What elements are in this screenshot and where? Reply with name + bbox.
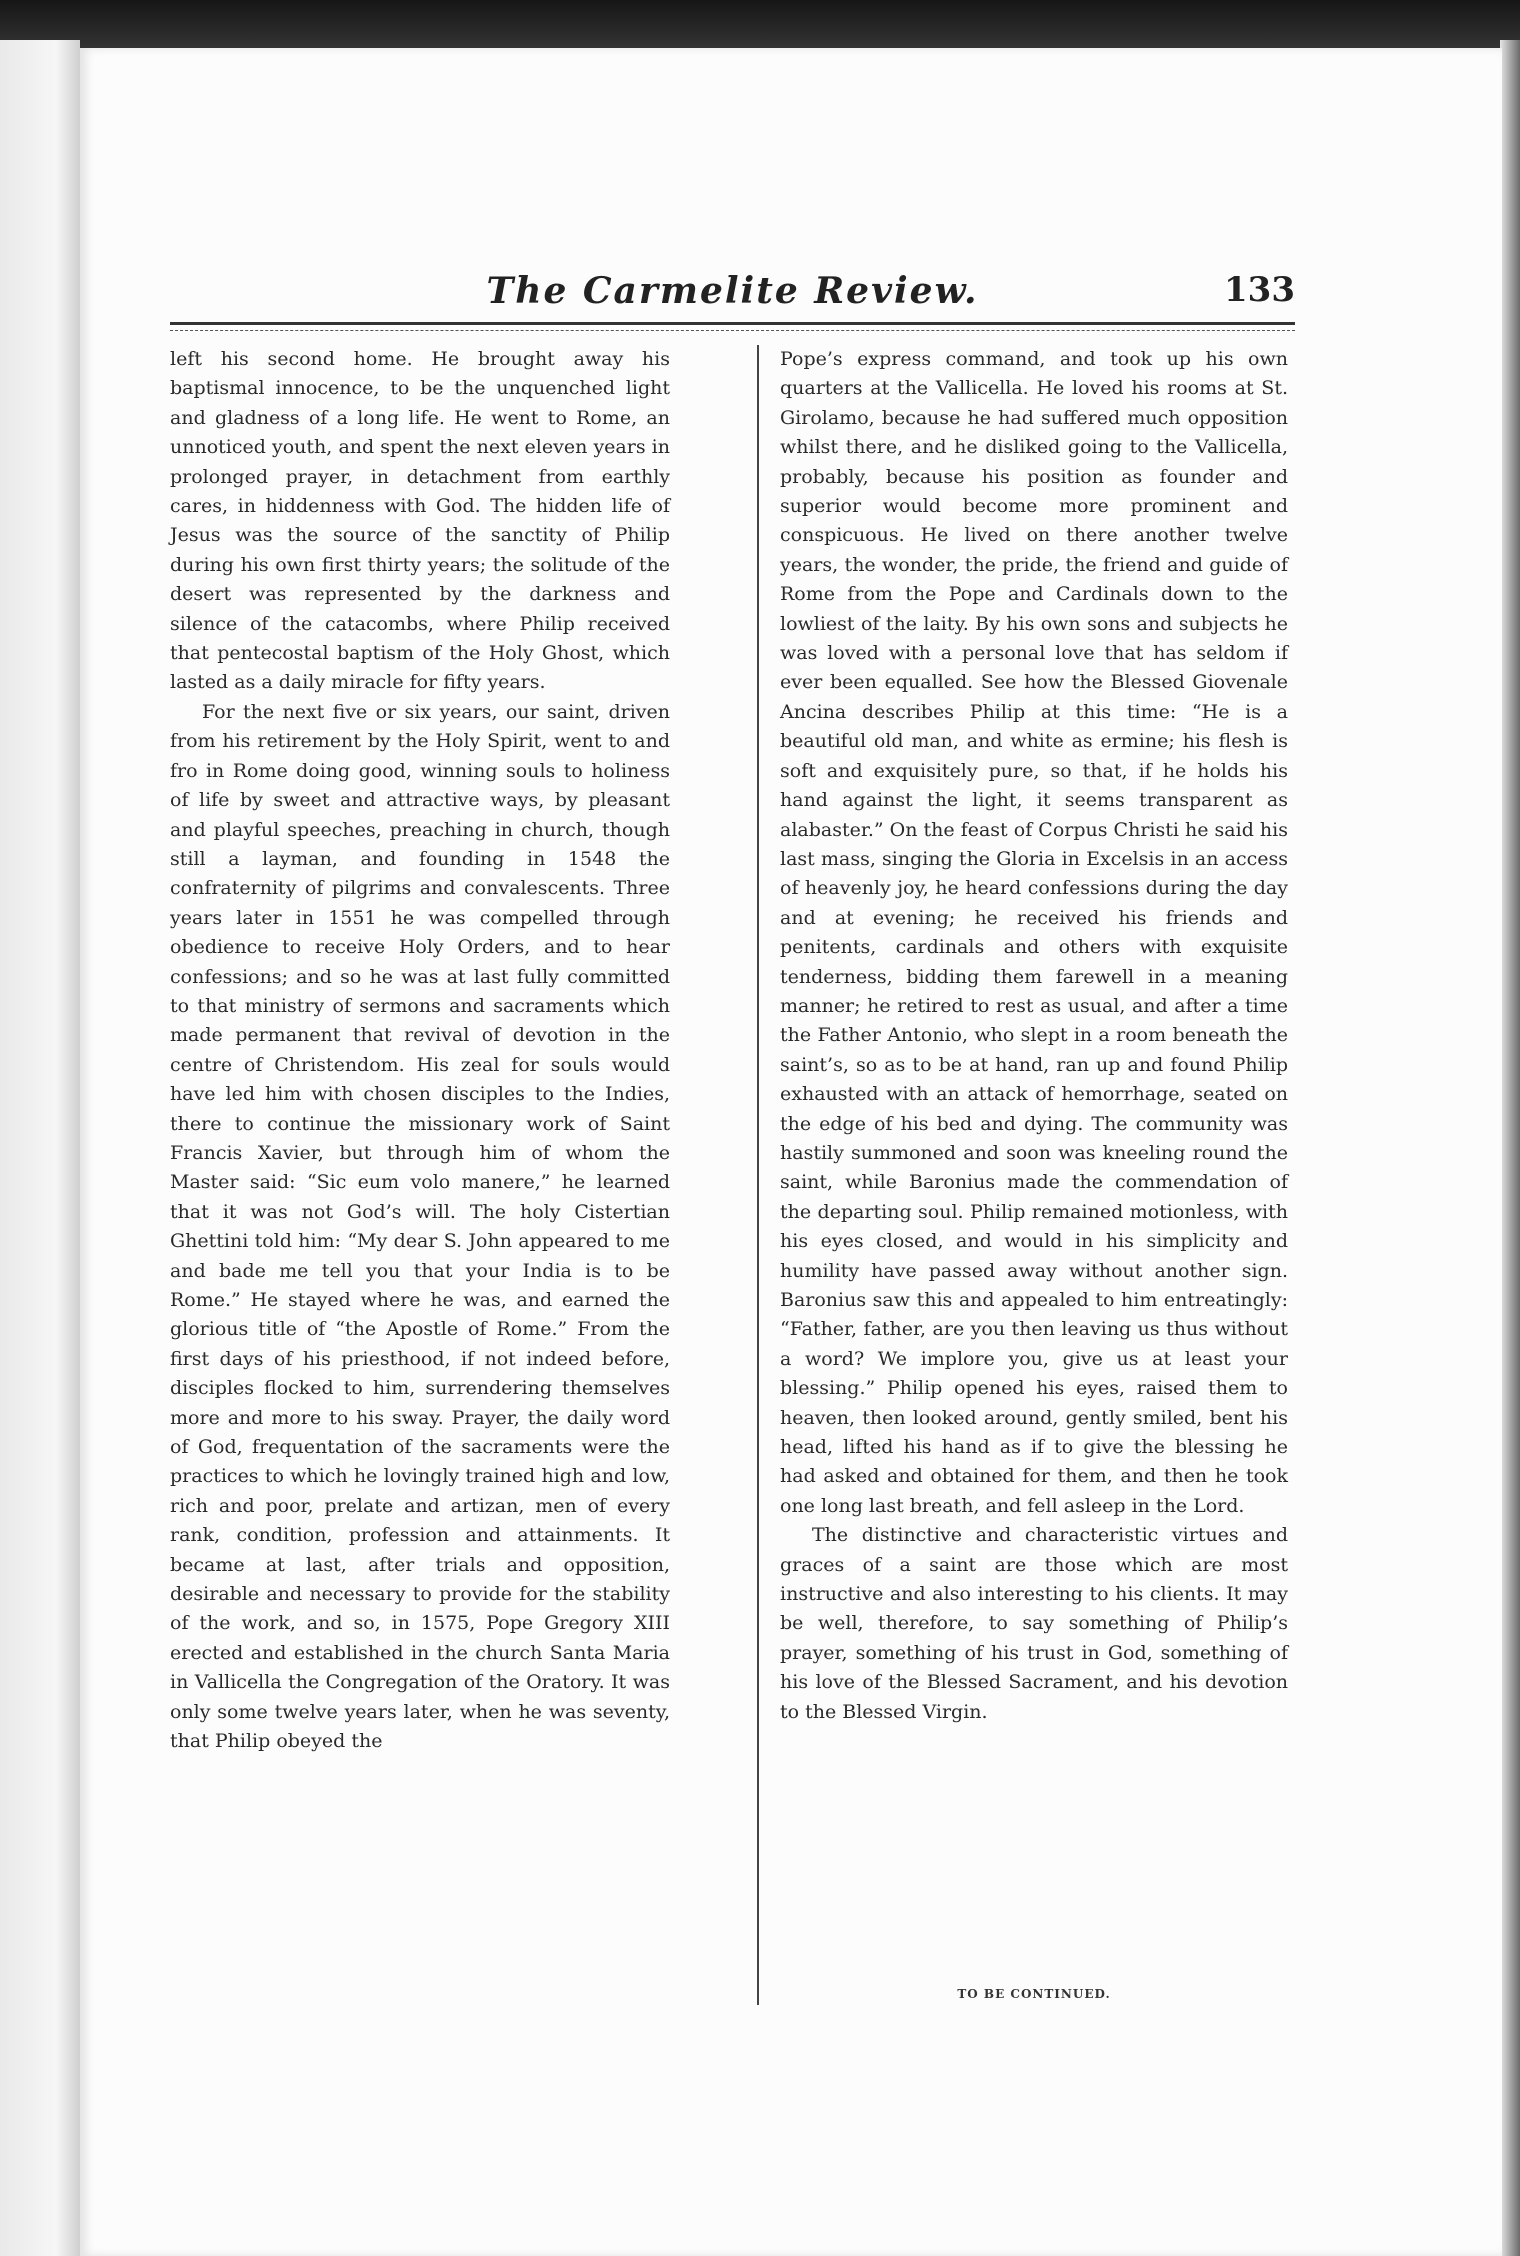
left-paragraph-1: left his second home. He brought away his baptismal innocence, to be the unquenched light and gladness of a long life. He went to Rome, an unnoticed youth, and spent the next eleven years in prolonged prayer, in detachment from earthly cares, in hiddenness with God. The hidden life of Jesus was the source of the sanctity of Philip during his own first thirty years; the solitude of the desert was represented by the darkness and silence of the catacombs, where Philip received that pentecostal baptism of the Holy Ghost, which lasted as a daily miracle for fifty years. <box>170 348 670 694</box>
header-rule <box>170 322 1295 325</box>
right-column <box>780 345 1288 1727</box>
running-header <box>170 270 1295 316</box>
page-number: 133 <box>1224 270 1295 310</box>
header-rule-secondary <box>170 330 1295 331</box>
journal-title: The Carmelite Review. <box>486 270 979 312</box>
facing-page-edge <box>0 40 80 2256</box>
left-paragraph-2: For the next five or six years, our saint, driven from his retirement by the Holy Spirit, went to and fro in Rome doing good, winning souls to holiness of life by sweet and attractive ways, by pleasant and playful speeches, preaching in church, though still a layman, and founding in 1548 the confraternity of pilgrims and convalescents. Three years later in 1551 he was compelled through obedience to receive Holy Orders, and to hear confessions; and so he was at last fully committed to that ministry of sermons and sacraments which made permanent that revival of devotion in the centre of Christendom. His zeal for souls would have led him with chosen disciples to the Indies, there to continue the missionary work of Saint Francis Xavier, but through him of whom the Master said: “Sic eum volo manere,” he learned that it was not God’s will. The holy Cistertian Ghettini told him: “My dear S. John appeared to me and bade me tell you that your India is to be Rome.” He stayed where he was, and earned the glorious title of “the Apostle of Rome.” From the first days of his priesthood, if not indeed before, disciples flocked to him, surrendering themselves more and more to his sway. Prayer, the daily word of God, frequentation of the sacraments were the practices to which he lovingly trained high and low, rich and poor, prelate and artizan, men of every rank, condition, profession and attainments. It became at last, after trials and opposition, desirable and necessary to provide for the stability of the work, and so, in 1575, Pope Gregory XIII erected and established in the church Santa Maria in Vallicella the Congregation of the Oratory. It was only some twelve years later, when he was seventy, that Philip obeyed the <box>170 700 670 1753</box>
right-paragraph-1: Pope’s express command, and took up his own quarters at the Vallicella. He loved his rooms at St. Girolamo, because he had suffered much opposition whilst there, and he disliked going to the Vallicella, probably, because his position as founder and superior would become more prominent and conspicuous. He lived on there another twelve years, the wonder, the pride, the friend and guide of Rome from the Pope and Cardinals down to the lowliest of the laity. By his own sons and subjects he was loved with a personal love that has seldom if ever been equalled. See how the Blessed Giovenale Ancina describes Philip at this time: “He is a beautiful old man, and white as ermine; his flesh is soft and exquisitely pure, so that, if he holds his hand against the light, it seems transparent as alabaster.” On the feast of Corpus Christi he said his last mass, singing the Gloria in Excelsis in an access of heavenly joy, he heard confessions during the day and at evening; he received his friends and penitents, cardinals and others with exquisite tenderness, bidding them farewell in a meaning manner; he retired to rest as usual, and after a time the Father Antonio, who slept in a room beneath the saint’s, so as to be at hand, ran up and found Philip exhausted with an attack of hemorrhage, seated on the edge of his bed and dying. The community was hastily summoned and soon was kneeling round the saint, while Baronius made the commendation of the departing soul. Philip remained motionless, with his eyes closed, and would in his simplicity and humility have passed away without another sign. Baronius saw this and appealed to him entreatingly: “Father, father, are you then leaving us thus without a word? We implore you, give us at least your blessing.” Philip opened his eyes, raised them to heaven, then looked around, gently smiled, bent his head, lifted his hand as if to give the blessing he had asked and obtained for them, and then he took one long last breath, and fell asleep in the Lord. <box>780 348 1288 1517</box>
left-column <box>170 345 670 1757</box>
right-paragraph-2: The distinctive and characteristic virtues and graces of a saint are those which are most instructive and also interesting to his clients. It may be well, therefore, to say something of Philip’s prayer, something of his trust in God, something of his love of the Blessed Sacrament, and his devotion to the Blessed Virgin. <box>780 1524 1288 1723</box>
column-divider <box>757 345 759 2005</box>
to-be-continued: TO BE CONTINUED. <box>957 1987 1111 2001</box>
scan-right-edge <box>1500 40 1520 2256</box>
